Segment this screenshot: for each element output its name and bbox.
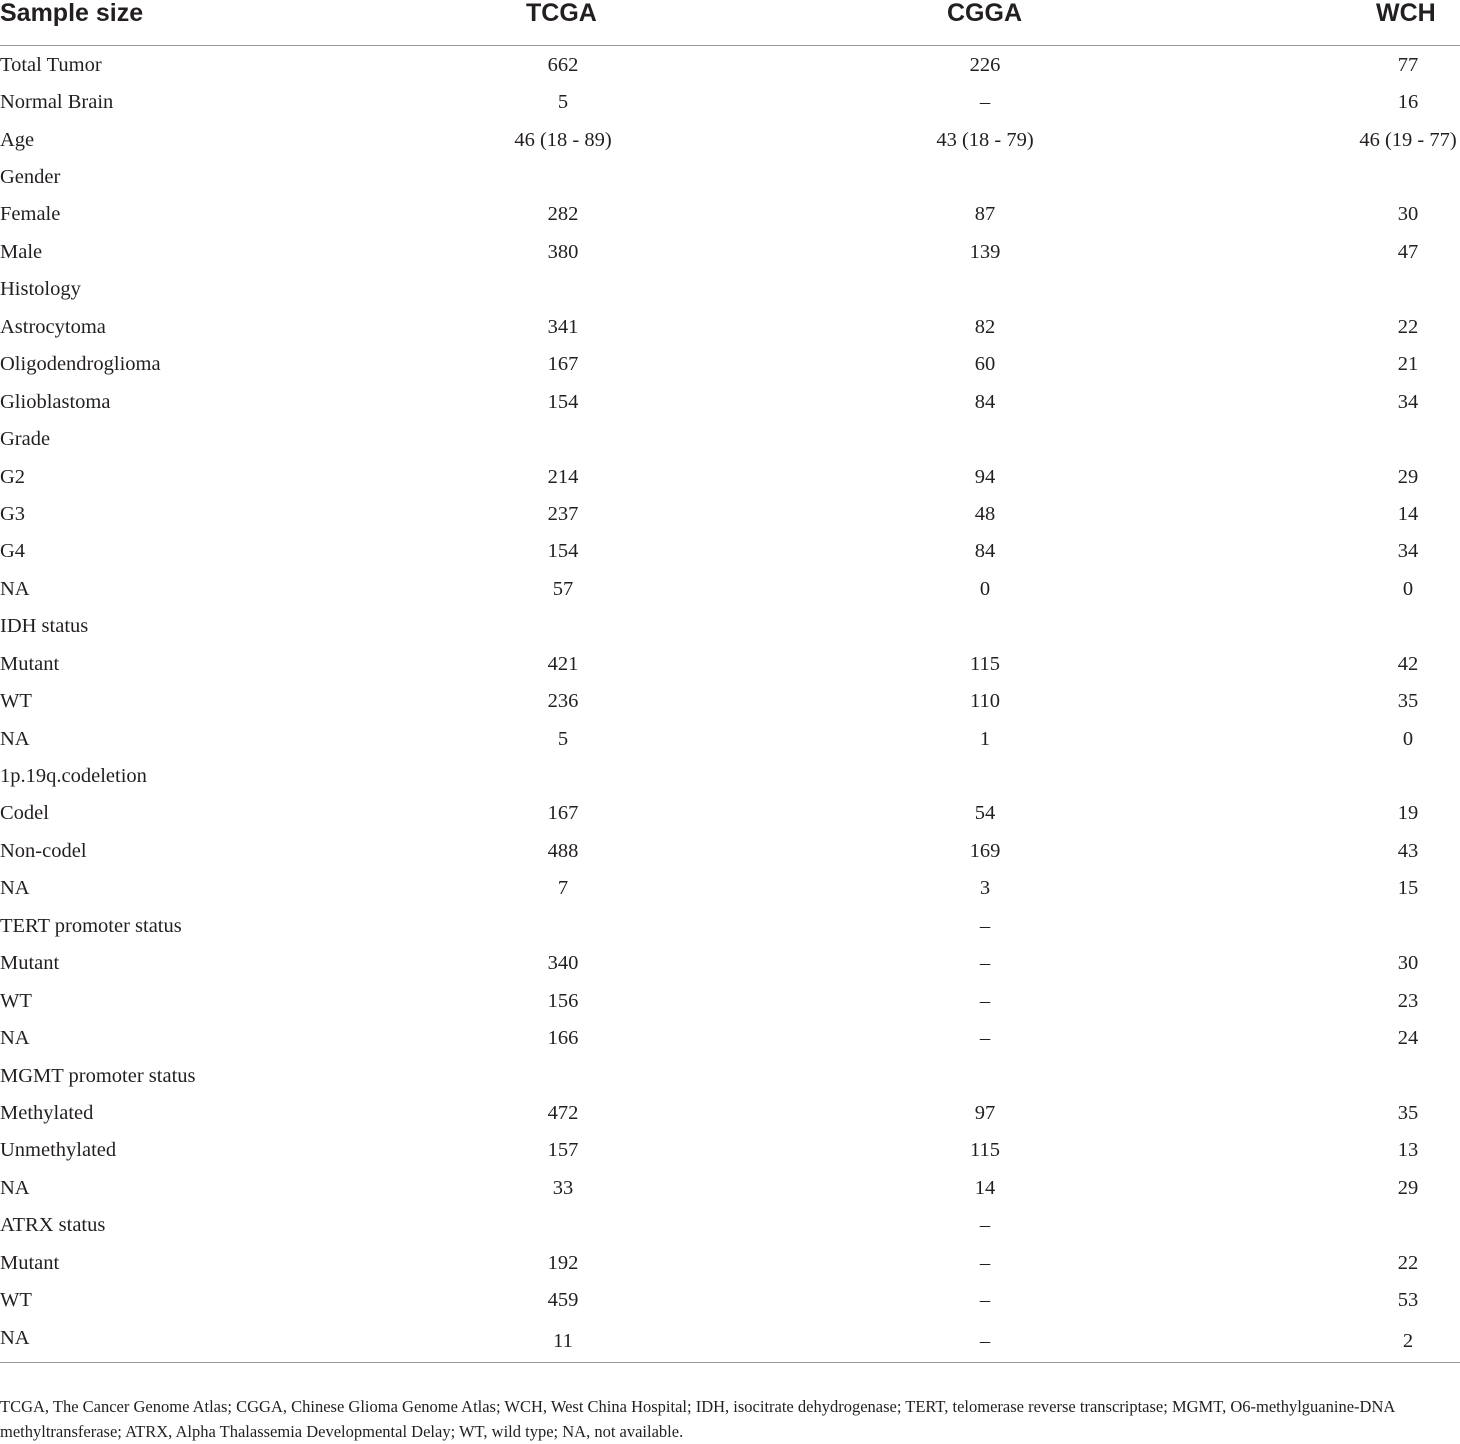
table-row [0,1132,1460,1169]
cell-wch [1264,982,1460,1019]
table-row [0,1244,1460,1281]
cell-wch-value: 13 [1397,1139,1419,1162]
cell-cgga [708,608,1264,645]
cell-wch [1264,1281,1460,1318]
header-wch: WCH [1264,0,1460,46]
header-tcga: TCGA [420,0,708,46]
cell-tcga [420,1132,708,1169]
table-row [0,645,1460,682]
cell-cgga [708,1169,1264,1206]
cell-tcga-value: 380 [547,240,579,263]
table-row [0,720,1460,757]
table-row [0,1057,1460,1094]
cell-wch-value: 34 [1397,540,1419,563]
table-row [0,346,1460,383]
cell-cgga-value: – [979,1027,991,1050]
table-row [0,1094,1460,1131]
cell-wch [1264,570,1460,607]
table-row [0,308,1460,345]
cell-tcga-value: 282 [547,203,579,226]
cell-wch-value: 35 [1397,690,1419,713]
table-row [0,196,1460,233]
cell-cgga [708,645,1264,682]
cell-wch [1264,383,1460,420]
cell-tcga [420,1169,708,1206]
row-label: NA [0,727,30,750]
cell-tcga [420,757,708,794]
cell-cgga-value: 115 [970,1139,1000,1162]
cell-cgga [708,271,1264,308]
table-row [0,608,1460,645]
table-row [0,1319,1460,1363]
cell-wch [1264,682,1460,719]
row-label: Codel [0,802,49,825]
cell-wch-value: 30 [1397,203,1419,226]
cell-tcga [420,795,708,832]
row-label: WT [0,1289,32,1312]
cell-wch [1264,1244,1460,1281]
cell-tcga-value: 167 [547,802,579,825]
row-label: NA [0,1027,30,1050]
cell-cgga [708,495,1264,532]
cell-wch-value: 14 [1397,502,1419,525]
table-row [0,83,1460,120]
cell-cgga-value: 97 [974,1101,996,1124]
cell-tcga [420,458,708,495]
table-row [0,121,1460,158]
cell-tcga-value: 192 [547,1251,579,1274]
cell-wch [1264,121,1460,158]
cell-wch [1264,795,1460,832]
cell-tcga [420,533,708,570]
cell-cgga-value: 87 [974,203,996,226]
cell-cgga [708,1244,1264,1281]
cell-wch-value: 21 [1397,353,1419,376]
cell-cgga [708,158,1264,195]
cell-cgga [708,533,1264,570]
cell-wch-value: 29 [1397,1176,1419,1199]
table-row [0,570,1460,607]
table-row [0,982,1460,1019]
cell-tcga [420,233,708,270]
cell-tcga [420,1019,708,1056]
table-row [0,420,1460,457]
cell-cgga [708,383,1264,420]
row-label: Non-codel [0,839,87,862]
cell-cgga [708,46,1264,84]
cell-tcga [420,570,708,607]
header-row [0,0,1460,46]
cell-wch-value: 46 (19 - 77) [1359,128,1457,151]
cell-tcga [420,682,708,719]
cell-cgga [708,907,1264,944]
row-label: Unmethylated [0,1139,117,1162]
cell-cgga-value: 1 [979,727,991,750]
cell-tcga [420,1319,708,1363]
cell-wch [1264,420,1460,457]
cell-cgga [708,121,1264,158]
cell-tcga-value: 488 [547,839,579,862]
table-row [0,1019,1460,1056]
cell-wch-value: 34 [1397,390,1419,413]
cell-tcga [420,308,708,345]
cell-tcga-value: 472 [547,1101,579,1124]
cell-tcga [420,83,708,120]
cell-tcga [420,832,708,869]
row-label: Glioblastoma [0,390,111,413]
table-row [0,870,1460,907]
cell-tcga-value: 7 [557,877,569,900]
cell-wch [1264,271,1460,308]
row-label: WT [0,690,32,713]
row-label: G2 [0,465,26,488]
row-label: NA [0,877,30,900]
cell-wch-value: 16 [1397,91,1419,114]
cell-tcga [420,907,708,944]
cell-wch [1264,233,1460,270]
cell-wch-value: 15 [1397,877,1419,900]
cell-tcga-value: 236 [547,690,579,713]
cell-cgga [708,420,1264,457]
cell-cgga-value: – [979,1251,991,1274]
cell-tcga [420,720,708,757]
cell-tcga [420,982,708,1019]
cell-cgga-value: 14 [974,1176,996,1199]
table-row [0,1281,1460,1318]
cell-wch-value: 42 [1397,652,1419,675]
row-label: Gender [0,166,61,189]
row-label: G4 [0,540,26,563]
cell-cgga-value: 43 (18 - 79) [936,128,1034,151]
cell-tcga-value: 5 [557,91,569,114]
cell-wch [1264,158,1460,195]
cell-cgga [708,1207,1264,1244]
cell-tcga-value: 5 [557,727,569,750]
cell-wch [1264,945,1460,982]
cell-cgga-value: – [979,1289,991,1312]
cell-tcga [420,945,708,982]
cell-cgga [708,1057,1264,1094]
cell-tcga-value: 341 [547,315,579,338]
cell-cgga-value: – [979,1329,991,1352]
cell-tcga-value: 11 [553,1329,573,1352]
cell-tcga-value: 421 [547,652,579,675]
cell-wch-value: 24 [1397,1027,1419,1050]
cell-wch [1264,458,1460,495]
cell-cgga [708,1094,1264,1131]
cell-wch [1264,608,1460,645]
cell-tcga-value: 157 [547,1139,579,1162]
row-label: NA [0,577,30,600]
row-label: Male [0,240,43,263]
cell-tcga-value: 662 [547,53,579,76]
table-row [0,158,1460,195]
cell-wch [1264,1057,1460,1094]
cell-cgga [708,832,1264,869]
cell-cgga-value: 54 [974,802,996,825]
table-row [0,945,1460,982]
cell-cgga [708,1019,1264,1056]
cell-tcga [420,645,708,682]
cell-wch [1264,645,1460,682]
cell-cgga-value: 84 [974,540,996,563]
cell-tcga [420,495,708,532]
table-row [0,1169,1460,1206]
row-label: NA [0,1319,420,1363]
cell-wch-value: 0 [1402,727,1414,750]
header-sample-size: Sample size [0,0,420,46]
cell-cgga [708,1319,1264,1363]
row-label: G3 [0,502,26,525]
cell-wch [1264,1132,1460,1169]
cell-tcga [420,271,708,308]
cell-wch [1264,533,1460,570]
cell-tcga [420,158,708,195]
cell-cgga [708,458,1264,495]
cell-tcga [420,1094,708,1131]
cell-cgga [708,570,1264,607]
cell-wch [1264,1019,1460,1056]
cell-tcga [420,1207,708,1244]
cell-cgga-value: 60 [974,353,996,376]
table-row [0,757,1460,794]
cell-cgga [708,870,1264,907]
cell-cgga-value: – [979,989,991,1012]
cell-wch-value: 2 [1402,1329,1414,1352]
cell-wch [1264,1169,1460,1206]
table-row [0,495,1460,532]
cell-tcga [420,1244,708,1281]
cell-cgga [708,945,1264,982]
cell-wch-value: 43 [1397,839,1419,862]
cell-tcga-value: 340 [547,952,579,975]
row-label: Female [0,203,61,226]
cell-wch-value: 77 [1397,53,1419,76]
table-row [0,271,1460,308]
table-row [0,46,1460,84]
cell-cgga [708,757,1264,794]
row-label: WT [0,989,32,1012]
cell-cgga [708,682,1264,719]
row-label: Grade [0,428,51,451]
table-row [0,1207,1460,1244]
cell-tcga [420,420,708,457]
table-row [0,383,1460,420]
cell-tcga [420,46,708,84]
row-label: Normal Brain [0,91,114,114]
table-row [0,233,1460,270]
cell-wch [1264,83,1460,120]
cell-wch [1264,46,1460,84]
table-row [0,907,1460,944]
cell-cgga-value: – [979,91,991,114]
cell-wch [1264,495,1460,532]
cell-wch [1264,346,1460,383]
cell-wch-value: 0 [1402,577,1414,600]
table-row [0,682,1460,719]
cell-tcga-value: 154 [547,390,579,413]
cell-cgga [708,233,1264,270]
row-label: IDH status [0,615,89,638]
cell-wch-value: 22 [1397,1251,1419,1274]
cell-tcga [420,383,708,420]
table-row [0,533,1460,570]
cell-cgga-value: 115 [970,652,1000,675]
cell-tcga-value: 156 [547,989,579,1012]
cell-cgga [708,196,1264,233]
cell-wch [1264,1319,1460,1363]
table-body [0,46,1460,1363]
cell-tcga [420,608,708,645]
cell-tcga-value: 166 [547,1027,579,1050]
cell-cgga [708,720,1264,757]
cell-tcga [420,196,708,233]
table-footnote: TCGA, The Cancer Genome Atlas; CGGA, Chinese Glioma Genome Atlas; WCH, West China Hospital; IDH, isocitrate dehydrogenase; TERT, telomerase reverse transcriptase; MGMT, O6-methylguanine-DNA methyltransferase; ATRX, Alpha Thalassemia Developmental Delay; WT, wild type; NA, not available. [0,1397,1395,1441]
row-label: ATRX status [0,1214,106,1237]
table-row [0,458,1460,495]
row-label: Mutant [0,1251,60,1274]
cell-wch [1264,720,1460,757]
cell-wch [1264,1094,1460,1131]
cell-cgga [708,83,1264,120]
cell-tcga-value: 214 [547,465,579,488]
cell-wch-value: 47 [1397,240,1419,263]
row-label: 1p.19q.codeletion [0,765,147,788]
cell-wch-value: 22 [1397,315,1419,338]
table-header [0,0,1460,46]
cell-tcga-value: 57 [552,577,574,600]
cell-wch-value: 19 [1397,802,1419,825]
row-label: Oligodendroglioma [0,353,161,376]
cell-wch-value: 35 [1397,1101,1419,1124]
row-label: Methylated [0,1101,94,1124]
row-label: Histology [0,278,81,301]
header-cgga: CGGA [708,0,1264,46]
row-label: TERT promoter status [0,914,182,937]
cell-cgga [708,308,1264,345]
row-label: Mutant [0,952,60,975]
cell-tcga [420,121,708,158]
cell-cgga-value: 82 [974,315,996,338]
cell-wch [1264,308,1460,345]
cell-cgga-value: – [979,1214,991,1237]
row-label: Total Tumor [0,53,102,76]
cell-tcga [420,1281,708,1318]
cell-wch-value: 30 [1397,952,1419,975]
cell-wch [1264,196,1460,233]
cell-wch [1264,1207,1460,1244]
cell-cgga [708,346,1264,383]
cell-cgga-value: 3 [979,877,991,900]
cell-wch-value: 53 [1397,1289,1419,1312]
cell-wch-value: 23 [1397,989,1419,1012]
cell-cgga-value: 139 [969,240,1001,263]
cell-wch [1264,832,1460,869]
cell-tcga [420,870,708,907]
cell-tcga-value: 46 (18 - 89) [514,128,612,151]
cell-cgga [708,1132,1264,1169]
cell-wch [1264,870,1460,907]
cell-tcga-value: 167 [547,353,579,376]
row-label: Mutant [0,652,60,675]
cell-cgga-value: 110 [970,690,1000,713]
cell-tcga-value: 154 [547,540,579,563]
cell-tcga [420,346,708,383]
row-label: Age [0,128,35,151]
row-label: NA [0,1176,30,1199]
cell-cgga-value: 84 [974,390,996,413]
row-label: MGMT promoter status [0,1064,196,1087]
cell-cgga-value: 0 [979,577,991,600]
cell-cgga [708,1281,1264,1318]
cell-cgga-value: – [979,914,991,937]
cell-tcga-value: 459 [547,1289,579,1312]
cell-cgga-value: 94 [974,465,996,488]
row-label: Astrocytoma [0,315,106,338]
cell-tcga-value: 237 [547,502,579,525]
table-row [0,795,1460,832]
cell-cgga-value: 169 [969,839,1001,862]
cell-cgga-value: 48 [974,502,996,525]
cell-cgga-value: – [979,952,991,975]
cell-cgga [708,982,1264,1019]
cell-cgga-value: 226 [969,53,1001,76]
cell-cgga [708,795,1264,832]
cell-tcga [420,1057,708,1094]
table-row [0,832,1460,869]
cell-wch [1264,757,1460,794]
cell-wch-value: 29 [1397,465,1419,488]
cell-wch [1264,907,1460,944]
cell-tcga-value: 33 [552,1176,574,1199]
